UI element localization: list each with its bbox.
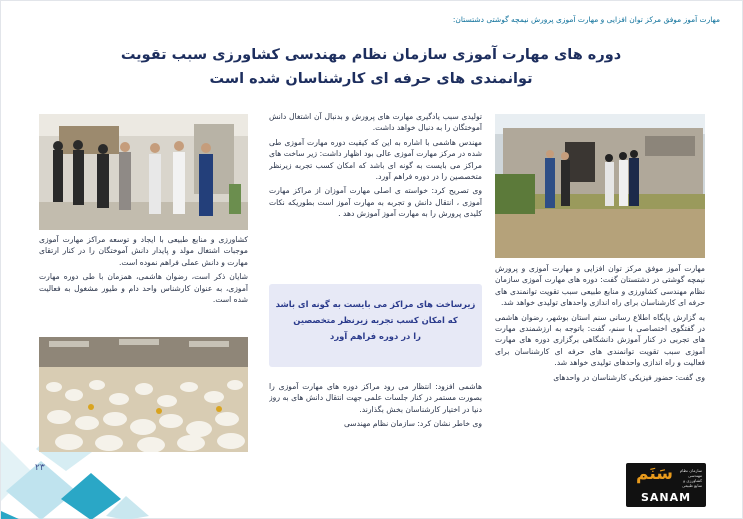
paragraph: مهندس هاشمی با اشاره به این که کیفیت دوره مهارت آموزی طی شده در مرکز مهارت آموزی عالی بود اظهار داشت: زیر ساخت های مراکز می بایست به گونه ای باشد که امکان کسب تجربه زیرنظر متخصصین را در دوره فراهم آورد. — [269, 137, 482, 182]
pull-quote-line-3: را در دوره فراهم آورد — [330, 331, 421, 341]
paragraph: شایان ذکر است، رضوان هاشمی، همزمان با طی دوره مهارت آموزی، به عنوان کارشناس واحد دام و طیور مشغول به فعالیت شده است. — [39, 272, 248, 305]
paragraph: وی گفت: حضور فیزیکی کارشناسان در واحدهای — [553, 372, 705, 382]
paragraph: وی تصریح کرد: خواسته ی اصلی مهارت آموزان از مراکز مهارت آموزی ، انتقال دانش و تجربه به مهارت آموز است بطوریکه نکات کلیدی پرورش را به مهارت آموز آموزش دهد . — [269, 186, 482, 219]
photo-group-staff — [39, 114, 248, 230]
kicker: مهارت آموز موفق مرکز توان افزایی و مهارت آموزی پرورش نیمچه گوشتی دشتستان: — [452, 15, 720, 24]
text-column-middle-top — [269, 111, 482, 276]
photo-poultry-farm — [39, 337, 248, 452]
paragraph: به گزارش پایگاه اطلاع رسانی سنم استان بوشهر، رضوان هاشمی در گفتگوی اختصاصی با سنم، گفت: باتوجه به ارزشمندی مهارت های تجربی در کنار آموزش دانشگاهی برگزاری دوره های مهارت آموزی سبب تقویت توانمندی های حرفه ای کارشناسان برای فعالیت و راه اندازی واحدهای تولیدی خواهد شد. — [495, 312, 705, 368]
logo-latin: SANAM — [640, 491, 692, 504]
paragraph: وی خاطر نشان کرد: سازمان نظام مهندسی — [343, 419, 482, 429]
headline — [91, 43, 651, 91]
pull-quote-line-1: زیرساخت های مراکز می بایست به گونه ای باشد — [275, 299, 476, 309]
paragraph: تولیدی سبب یادگیری مهارت های پرورش و بدنبال آن اشتغال دانش آموختگان را به دنبال خواهد داشت. — [269, 112, 482, 133]
paragraph: کشاورزی و منابع طبیعی با ایجاد و توسعه مراکز مهارت آموزی موجبات اشتغال مولد و پایدار دانش آموختگان را در کنار ارتقای مهارت و دانش عملی فراهم نموده است. — [39, 235, 248, 267]
photo-barn-visit — [495, 114, 705, 258]
text-column-left — [39, 234, 248, 332]
logo-wordmark: سَنَم — [636, 464, 673, 484]
headline-line-2: توانمندی های حرفه ای کارشناسان شده است — [209, 71, 533, 87]
paragraph: مهارت آموز موفق مرکز توان افزایی و مهارت آموزی و پرورش نیمچه گوشتی در دشتستان گفت: دوره های مهارت آموزی سازمان نظام مهندسی کشاورزی و منابع طبیعی سبب تقویت توانمندی های حرفه ای کارشناسان برای راه اندازی واحدهای تولیدی خواهد شد. — [495, 264, 705, 308]
text-column-middle-bottom — [269, 381, 482, 455]
pull-quote-line-2: که امکان کسب تجربه زیرنظر متخصصین — [293, 315, 458, 325]
text-column-right — [495, 263, 705, 453]
paragraph: هاشمی افزود: انتظار می رود مراکز دوره های مهارت آموزی را بصورت مستمر در کنار جلسات علمی جهت انتقال دانش های به روز دنیا در اختیار کارشناسان بخش بگذارند. — [269, 382, 482, 414]
logo-subtitle: سازمان نظام مهندسی کشاورزی و منابع طبیعی — [679, 468, 702, 488]
headline-line-1: دوره های مهارت آموزی سازمان نظام مهندسی کشاورزی سبب تقویت — [120, 47, 622, 63]
page-number: ۲۳ — [35, 463, 45, 473]
sanam-logo — [626, 463, 706, 507]
pull-quote — [269, 284, 482, 367]
